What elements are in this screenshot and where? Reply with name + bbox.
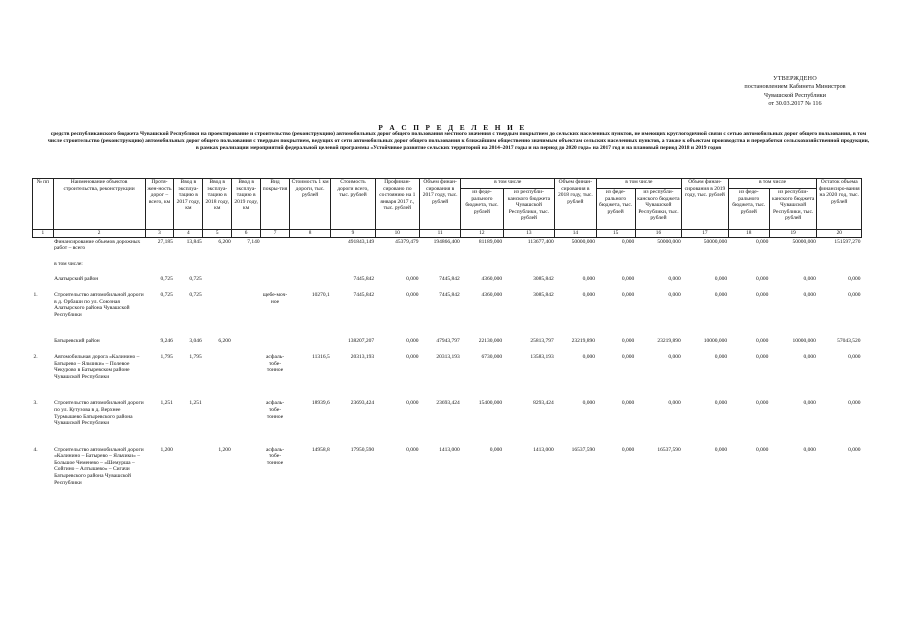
header-federal-2017: из феде-рального бюджета, тыс. рублей: [461, 189, 503, 230]
table-row: [33, 261, 862, 268]
row-cell: 0,000: [621, 238, 635, 245]
row-cell: [232, 447, 261, 487]
row-cell: 0,000: [803, 446, 816, 453]
table-row: [33, 400, 862, 426]
row-cell: асфаль-тобе-тонное: [265, 400, 285, 420]
column-number: 6: [232, 230, 261, 238]
table-body: [33, 237, 862, 486]
row-cell: 50000,000: [657, 238, 681, 245]
row-cell: 0,000: [406, 276, 419, 283]
row-cell: 13583,193: [530, 353, 554, 360]
row-cell: 0,000: [714, 291, 728, 298]
row-cell: 138207,207: [348, 338, 375, 345]
row-cell: 6,200: [218, 238, 231, 245]
row-cell: 16537,590: [571, 446, 595, 453]
row-cell: 0,000: [714, 446, 728, 453]
row-cell: 0,000: [756, 400, 769, 407]
header-num: № пп: [33, 179, 54, 230]
row-cell: 0,000: [848, 353, 861, 360]
row-number: [33, 261, 54, 268]
row-cell: [232, 354, 261, 380]
row-cell: [232, 338, 261, 345]
row-cell: 23219,890: [571, 338, 595, 345]
header-republic-2017: из республи-канского бюджета Чувашской Республики, тыс. рублей: [503, 189, 555, 230]
row-cell: 0,000: [406, 291, 419, 298]
row-number: [33, 237, 54, 252]
row-cell: 0,725: [160, 276, 173, 283]
row-cell: 0,000: [756, 446, 769, 453]
row-cell: 8293,424: [533, 400, 554, 407]
row-cell: 3,046: [189, 338, 202, 345]
row-cell: 23219,890: [657, 338, 681, 345]
row-cell: [289, 338, 330, 345]
row-cell: 0,000: [756, 276, 769, 283]
row-cell: 4360,000: [481, 291, 503, 298]
row-number: [33, 338, 54, 345]
row-cell: 16537,590: [657, 446, 681, 453]
header-volume-2019: Объем финан-сирования в 2019 году, тыс. рублей: [682, 179, 728, 230]
row-number: 3.: [33, 400, 38, 407]
column-number: 19: [769, 230, 817, 238]
row-cell: [261, 338, 290, 345]
row-name: Автомобильная дорога «Калинино – Батырево – Яльчики» – Полевое Чекурово в Батыревском районе Чувашской Республики: [54, 353, 140, 380]
column-number: 11: [420, 230, 461, 238]
row-name: Финансирование объемов дорожных работ – всего: [54, 238, 141, 252]
column-number: 10: [375, 230, 419, 238]
row-cell: 0,000: [582, 353, 595, 360]
row-cell: 0,000: [756, 338, 769, 345]
row-cell: 45379,479: [395, 238, 419, 245]
column-number: 12: [461, 230, 503, 238]
row-cell: 17950,590: [350, 446, 375, 453]
column-number: 13: [503, 230, 555, 238]
row-cell: 0,000: [621, 400, 635, 407]
row-cell: 0,000: [756, 238, 769, 245]
column-number: 20: [817, 230, 862, 238]
row-cell: 0,000: [621, 291, 635, 298]
row-cell: 0,000: [803, 291, 816, 298]
row-cell: 0,000: [406, 446, 419, 453]
row-cell: асфаль-тобе-тонное: [265, 446, 285, 466]
column-number: 17: [682, 230, 728, 238]
row-cell: [203, 276, 232, 283]
row-cell: [232, 276, 261, 283]
row-cell: 15400,000: [478, 400, 503, 407]
row-name: Батыревский район: [54, 338, 100, 345]
row-cell: 194866,400: [433, 238, 460, 245]
row-cell: [289, 237, 330, 252]
header-republic-2019: из республи-канского бюджета Чувашской Республики, тыс. рублей: [769, 189, 817, 230]
row-name: Алатырский район: [54, 276, 99, 283]
row-number: 2.: [33, 353, 38, 360]
approval-issuer: постановлением Кабинета Министров: [744, 83, 846, 91]
column-number: 3: [145, 230, 174, 238]
header-cost-total: Стоимость дороги всего, тыс. рублей: [331, 179, 375, 230]
row-cell: 10000,000: [792, 338, 816, 345]
row-cell: 6,200: [218, 338, 231, 345]
row-cell: 0,000: [803, 276, 816, 283]
row-cell: 0,000: [668, 291, 681, 298]
approval-block: [700, 75, 890, 108]
row-cell: [289, 276, 330, 283]
row-cell: 0,000: [582, 291, 595, 298]
row-name: в том числе:: [54, 260, 83, 267]
row-cell: 14958,8: [311, 446, 330, 453]
row-cell: [203, 354, 232, 380]
row-cell: асфаль-тобе-тонное: [265, 353, 285, 374]
row-cell: 7445,842: [439, 291, 460, 298]
row-cell: 7445,842: [353, 291, 375, 298]
row-cell: [261, 276, 290, 283]
row-cell: [232, 400, 261, 426]
row-name: Строительство автомобильной дороги «Калинино – Батырево – Яльчики» – Большое Чеменево – «Шемурша – Сойгино – Алтышево» – Сигачи Батыревского района Чувашской Республики: [54, 446, 144, 486]
row-cell: 0,000: [406, 400, 419, 407]
table-header: [33, 179, 862, 238]
header-financed-2017: Профинан-сировано по состоянию на 1 января 2017 г., тыс. рублей: [375, 179, 419, 230]
row-cell: 20313,193: [350, 353, 375, 360]
row-cell: 1,200: [218, 446, 231, 453]
column-number: 5: [203, 230, 232, 238]
row-cell: 6730,000: [481, 353, 503, 360]
row-cell: 22130,000: [478, 338, 503, 345]
approval-date: от 30.03.2017 № 116: [768, 99, 822, 107]
row-cell: 13,845: [186, 238, 202, 245]
row-cell: [174, 447, 203, 487]
row-cell: 0,000: [803, 400, 816, 407]
column-number: 2: [53, 230, 145, 238]
row-cell: 1,795: [189, 353, 202, 360]
row-cell: 50000,000: [703, 238, 728, 245]
header-cost-per-km: Стоимость 1 км дороги, тыс. рублей: [289, 179, 330, 230]
column-number: 16: [635, 230, 681, 238]
column-number: 15: [596, 230, 635, 238]
row-cell: [261, 237, 290, 252]
table-row: [33, 292, 862, 318]
row-cell: 0,000: [756, 291, 769, 298]
row-cell: 7445,842: [353, 276, 375, 283]
row-name: Строительство автомобильной дороги в д. Орбаши по ул. Союзная Алатырского района Чувашской Республики: [54, 291, 144, 318]
table-row: [33, 276, 862, 283]
table-row: [33, 354, 862, 380]
column-number: 1: [33, 230, 54, 238]
header-group-2017: в том числе: [461, 179, 555, 189]
column-number: 8: [289, 230, 330, 238]
row-cell: [203, 400, 232, 426]
row-cell: 0,725: [189, 276, 202, 283]
row-cell: 10270,1: [311, 291, 330, 298]
header-commission-2017: Ввод в эксплуа-тацию в 2017 году, км: [174, 179, 203, 230]
row-cell: [203, 292, 232, 318]
row-cell: 0,000: [668, 353, 681, 360]
header-group-2018: в том числе: [596, 179, 682, 189]
header-name: Наименование объектов строительства, реконструкции: [53, 179, 145, 230]
row-cell: 113677,400: [527, 238, 554, 245]
column-number: 9: [331, 230, 375, 238]
row-cell: 11316,5: [312, 353, 330, 360]
row-cell: 0,000: [489, 446, 503, 453]
distribution-table: [32, 178, 862, 486]
row-cell: 0,000: [621, 446, 635, 453]
row-cell: 0,000: [582, 276, 595, 283]
row-cell: 0,000: [848, 400, 861, 407]
row-cell: 1,795: [160, 353, 173, 360]
row-cell: 0,000: [848, 276, 861, 283]
row-cell: 57043,520: [837, 338, 861, 345]
header-republic-2018: из республи-канского бюджета Чувашской Республики, тыс. рублей: [635, 189, 681, 230]
row-cell: 7445,842: [439, 276, 460, 283]
row-cell: 1413,000: [533, 446, 554, 453]
column-number: 18: [728, 230, 769, 238]
header-commission-2018: Ввод в эксплуа-тацию в 2018 году, км: [203, 179, 232, 230]
column-number: 7: [261, 230, 290, 238]
row-cell: 10000,000: [703, 338, 728, 345]
row-cell: 81189,000: [478, 238, 503, 245]
row-cell: 0,000: [756, 353, 769, 360]
row-cell: 0,000: [714, 353, 728, 360]
row-cell: 20313,193: [436, 353, 460, 360]
row-cell: 0,000: [848, 446, 861, 453]
row-number: 4.: [33, 446, 38, 453]
row-cell: 47943,797: [436, 338, 460, 345]
row-number: 1.: [33, 291, 38, 298]
row-name: Строительство автомобильной дороги по ул. Кутузова в д. Верхнее Турмышево Батыревского района Чувашской Республики: [54, 400, 144, 427]
row-cell: 491843,149: [348, 238, 375, 245]
row-cell: 0,000: [668, 400, 681, 407]
row-cell: 1413,000: [439, 446, 460, 453]
document-title: Р А С П Р Е Д Е Л Е Н И Е: [378, 123, 527, 132]
row-cell: щебе-моч-ное: [262, 291, 288, 305]
row-cell: 23693,424: [436, 400, 460, 407]
header-length: Протя-жен-ность дорог – всего, км: [145, 179, 174, 230]
row-cell: 7,140: [247, 238, 260, 245]
header-volume-2017: Объем финан-сирования в 2017 году, тыс. рублей: [420, 179, 461, 230]
row-cell: 1,200: [160, 446, 173, 453]
row-cell: 25813,797: [530, 338, 554, 345]
row-cell: 9,246: [160, 338, 173, 345]
row-cell: 0,000: [714, 276, 728, 283]
table-row: [33, 237, 862, 252]
row-cell: 151597,270: [834, 238, 861, 245]
document-subtitle: средств республиканского бюджета Чувашской Республики на проектирование и строительство (реконструкцию) автомобильных дорог общего пользования местного значения с твердым покрытием до сельских населенных пунктов, не имеющих круглогодичной связи с сетью автомобильных дорог общего пользования, в том числе строительство (реконструкцию) автомобильных дорог общего пользования с твердым покрытием, ведущих от сети автомобильных дорог общего пользования к ближайшим общественно значимым объектам сельских населенных пунктов, а также к объектам производства и переработки сельскохозяйственной продукции, в рамках реализации мероприятий федеральной целевой программы «Устойчивое развитие сельских территорий на 2014–2017 годы и на период до 2020 года» на 2017 год и на плановый период 2018 и 2019 годов: [47, 131, 870, 152]
table-row: [33, 338, 862, 345]
row-cell: 0,000: [621, 276, 635, 283]
approval-title: УТВЕРЖДЕНО: [773, 75, 817, 82]
column-number: 4: [174, 230, 203, 238]
column-number-row: [33, 230, 862, 238]
row-cell: 0,000: [406, 353, 419, 360]
approval-republic: Чувашской Республики: [764, 91, 826, 99]
table-row: [33, 447, 862, 487]
row-cell: 0,000: [621, 338, 635, 345]
row-number: [33, 276, 54, 283]
row-cell: [232, 292, 261, 318]
row-cell: 50000,000: [792, 238, 816, 245]
row-cell: 0,000: [582, 400, 595, 407]
header-remainder-2020: Остаток объема финансиро-вания на 2020 год, тыс. рублей: [817, 179, 862, 230]
row-cell: 0,725: [160, 291, 173, 298]
header-volume-2018: Объем финан-сирования в 2018 году, тыс. рублей: [555, 179, 596, 230]
row-cell: 0,000: [848, 291, 861, 298]
row-cell: 0,000: [803, 353, 816, 360]
row-cell: 50000,000: [571, 238, 595, 245]
row-cell: 0,000: [668, 276, 681, 283]
column-number: 14: [555, 230, 596, 238]
row-cell: 27,185: [157, 238, 173, 245]
row-cell: 0,000: [714, 400, 728, 407]
row-cell: 1,251: [160, 400, 173, 407]
row-cell: 0,000: [621, 353, 635, 360]
row-cell: 4360,000: [481, 276, 503, 283]
header-commission-2019: Ввод в эксплуа-тацию в 2019 году, км: [232, 179, 261, 230]
header-surface: Вид покры-тия: [261, 179, 290, 230]
row-cell: 1,251: [189, 400, 202, 407]
row-cell: 0,725: [189, 291, 202, 298]
row-cell: 23693,424: [350, 400, 375, 407]
header-federal-2018: из феде-рального бюджета, тыс. рублей: [596, 189, 635, 230]
row-cell: 18939,6: [311, 400, 330, 407]
header-group-2019: в том числе: [728, 179, 817, 189]
row-cell: 3085,842: [533, 276, 554, 283]
header-federal-2019: из феде-рального бюджета, тыс. рублей: [728, 189, 769, 230]
row-cell: 0,000: [406, 338, 419, 345]
row-cell: 3085,842: [533, 291, 554, 298]
